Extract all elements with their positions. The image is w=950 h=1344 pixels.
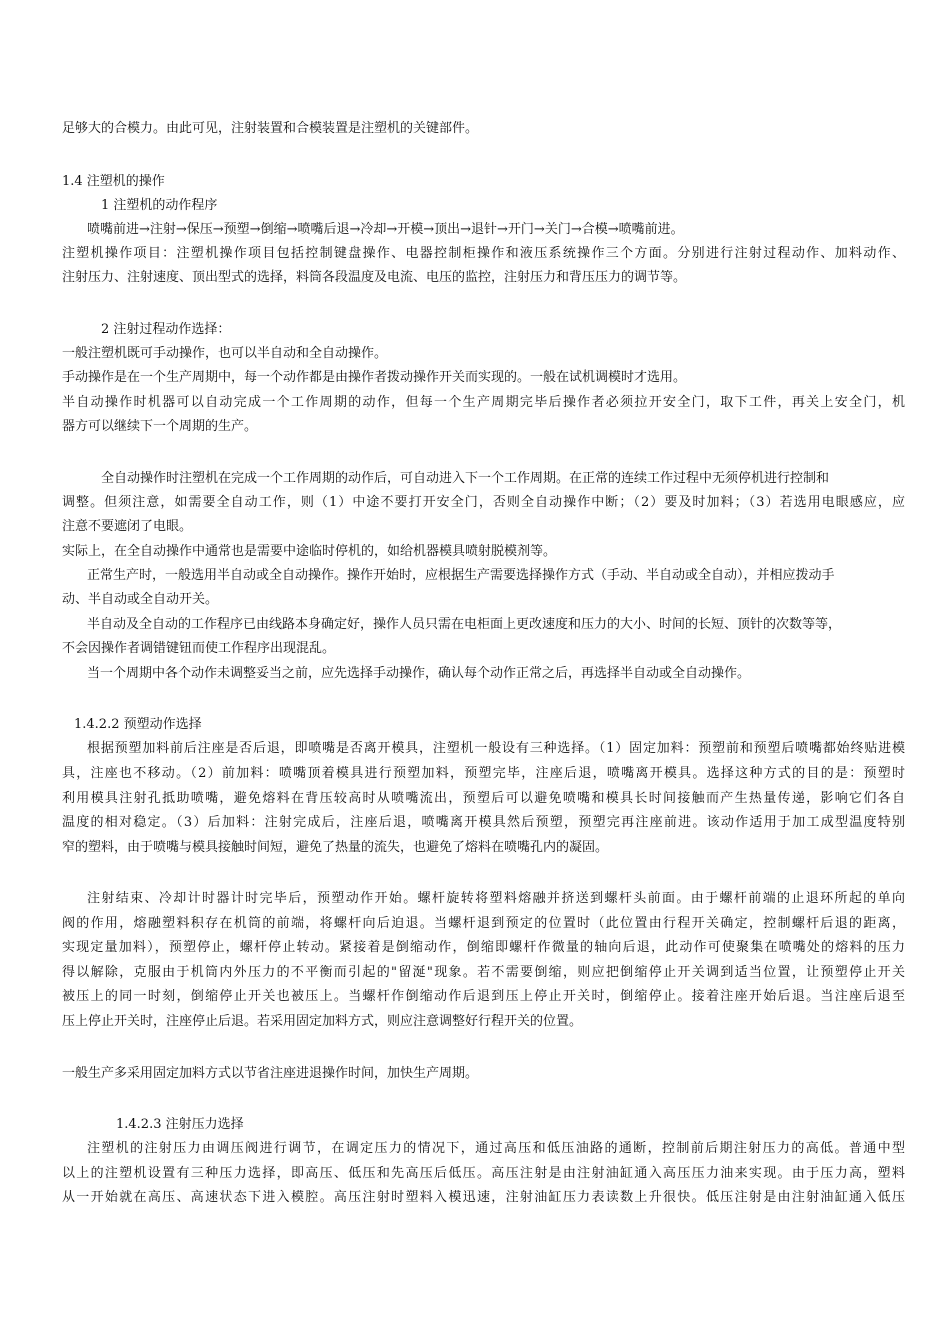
paragraph-line: 一般注塑机既可手动操作，也可以半自动和全自动操作。 (62, 346, 388, 361)
paragraph-line: 足够大的合模力。由此可见，注射装置和合模装置是注塑机的关键部件。 (62, 121, 479, 136)
paragraph-line: 不会因操作者调错键钮而使工作程序出现混乱。 (62, 641, 336, 656)
paragraph-line: 注塑机的注射压力由调压阀进行调节，在调定压力的情况下，通过高压和低压油路的通断，控制前后期注射压力的高低。普通中型 (87, 1141, 905, 1156)
paragraph-line: 窄的塑料，由于喷嘴与模具接触时间短，避免了热量的流失，也避免了熔料在喷嘴孔内的凝固。 (62, 840, 609, 855)
paragraph-line: 注塑机操作项目：注塑机操作项目包括控制键盘操作、电器控制柜操作和液压系统操作三个方面。分别进行注射过程动作、加料动作、 (62, 246, 905, 261)
paragraph-line: 被压上的同一时刻，倒缩停止开关也被压上。当螺杆作倒缩动作后退到压上停止开关时，倒缩停止。接着注座开始后退。当注座后退至 (62, 989, 905, 1004)
subsection-heading: 2 注射过程动作选择： (101, 322, 231, 337)
paragraph-line: 动、半自动或全自动开关。 (62, 592, 219, 607)
paragraph-line: 全自动操作时注塑机在完成一个工作周期的动作后，可自动进入下一个工作周期。在正常的连续工作过程中无须停机进行控制和 (101, 471, 830, 486)
paragraph-line: 一般生产多采用固定加料方式以节省注座进退操作时间，加快生产周期。 (62, 1066, 479, 1081)
paragraph-line: 得以解除，克服由于机筒内外压力的不平衡而引起的"留涎"现象。若不需要倒缩，则应把倒缩停止开关调到适当位置，让预塑停止开关 (62, 965, 905, 980)
paragraph-line: 器方可以继续下一个周期的生产。 (62, 419, 258, 434)
paragraph-line: 注意不要遮闭了电眼。 (62, 519, 193, 534)
paragraph-line: 利用模具注射孔抵助喷嘴，避免熔料在背压较高时从喷嘴流出，预塑后可以避免喷嘴和模具长时间接触而产生热量传递，影响它们各自 (62, 791, 905, 806)
subsection-heading: 1.4.2.2 预塑动作选择 (74, 717, 202, 732)
paragraph-line: 正常生产时，一般选用半自动或全自动操作。操作开始时，应根据生产需要选择操作方式（手动、半自动或全自动），并相应拨动手 (87, 568, 835, 583)
paragraph-line: 以上的注塑机设置有三种压力选择，即高压、低压和先高压后低压。高压注射是由注射油缸通入高压压力油来实现。由于压力高，塑料 (62, 1166, 905, 1181)
paragraph-line: 当一个周期中各个动作未调整妥当之前，应先选择手动操作，确认每个动作正常之后，再选择半自动或全自动操作。 (87, 666, 751, 681)
paragraph-line: 手动操作是在一个生产周期中，每一个动作都是由操作者拨动操作开关而实现的。一般在试机调模时才选用。 (62, 370, 687, 385)
paragraph-line: 注射结束、冷却计时器计时完毕后，预塑动作开始。螺杆旋转将塑料熔融并挤送到螺杆头前面。由于螺杆前端的止退环所起的单向 (87, 891, 905, 906)
paragraph-line: 具，注座也不移动。（2）前加料：喷嘴顶着模具进行预塑加料，预塑完毕，注座后退，喷嘴离开模具。选择这种方式的目的是：预塑时 (62, 766, 905, 781)
paragraph-line: 实现定量加料），预塑停止，螺杆停止转动。紧接着是倒缩动作，倒缩即螺杆作微量的轴向后退，此动作可使聚集在喷嘴处的熔料的压力 (62, 940, 905, 955)
subsection-heading: 1 注塑机的动作程序 (101, 198, 218, 213)
paragraph-line: 实际上，在全自动操作中通常也是需要中途临时停机的，如给机器模具喷射脱模剂等。 (62, 544, 557, 559)
paragraph-line: 半自动操作时机器可以自动完成一个工作周期的动作，但每一个生产周期完毕后操作者必须拉开安全门，取下工件，再关上安全门，机 (62, 395, 905, 410)
section-heading: 1.4 注塑机的操作 (62, 174, 165, 189)
paragraph-line: 温度的相对稳定。（3）后加料：注射完成后，注座后退，喷嘴离开模具然后预塑，预塑完再注座前进。该动作适用于加工成型温度特别 (62, 815, 905, 830)
paragraph-line: 半自动及全自动的工作程序已由线路本身确定好，操作人员只需在电柜面上更改速度和压力的大小、时间的长短、顶针的次数等等， (87, 617, 842, 632)
paragraph-line: 调整。但须注意，如需要全自动工作，则（1）中途不要打开安全门，否则全自动操作中断；（2）要及时加料；（3）若选用电眼感应，应 (62, 495, 905, 510)
paragraph-line: 注射压力、注射速度、顶出型式的选择，料筒各段温度及电流、电压的监控，注射压力和背压压力的调节等。 (62, 270, 687, 285)
paragraph-line: 喷嘴前进→注射→保压→预塑→倒缩→喷嘴后退→冷却→开模→顶出→退针→开门→关门→合模→喷嘴前进。 (87, 222, 684, 237)
paragraph-line: 压上停止开关时，注座停止后退。若采用固定加料方式，则应注意调整好行程开关的位置。 (62, 1014, 583, 1029)
paragraph-line: 阀的作用，熔融塑料积存在机筒的前端，将螺杆向后迫退。当螺杆退到预定的位置时（此位置由行程开关确定，控制螺杆后退的距离， (62, 916, 905, 931)
paragraph-line: 根据预塑加料前后注座是否后退，即喷嘴是否离开模具，注塑机一般设有三种选择。（1）固定加料：预塑前和预塑后喷嘴都始终贴进模 (87, 741, 905, 756)
subsection-heading: 1.4.2.3 注射压力选择 (116, 1117, 244, 1132)
paragraph-line: 从一开始就在高压、高速状态下进入模腔。高压注射时塑料入模迅速，注射油缸压力表读数上升很快。低压注射是由注射油缸通入低压 (62, 1190, 905, 1205)
